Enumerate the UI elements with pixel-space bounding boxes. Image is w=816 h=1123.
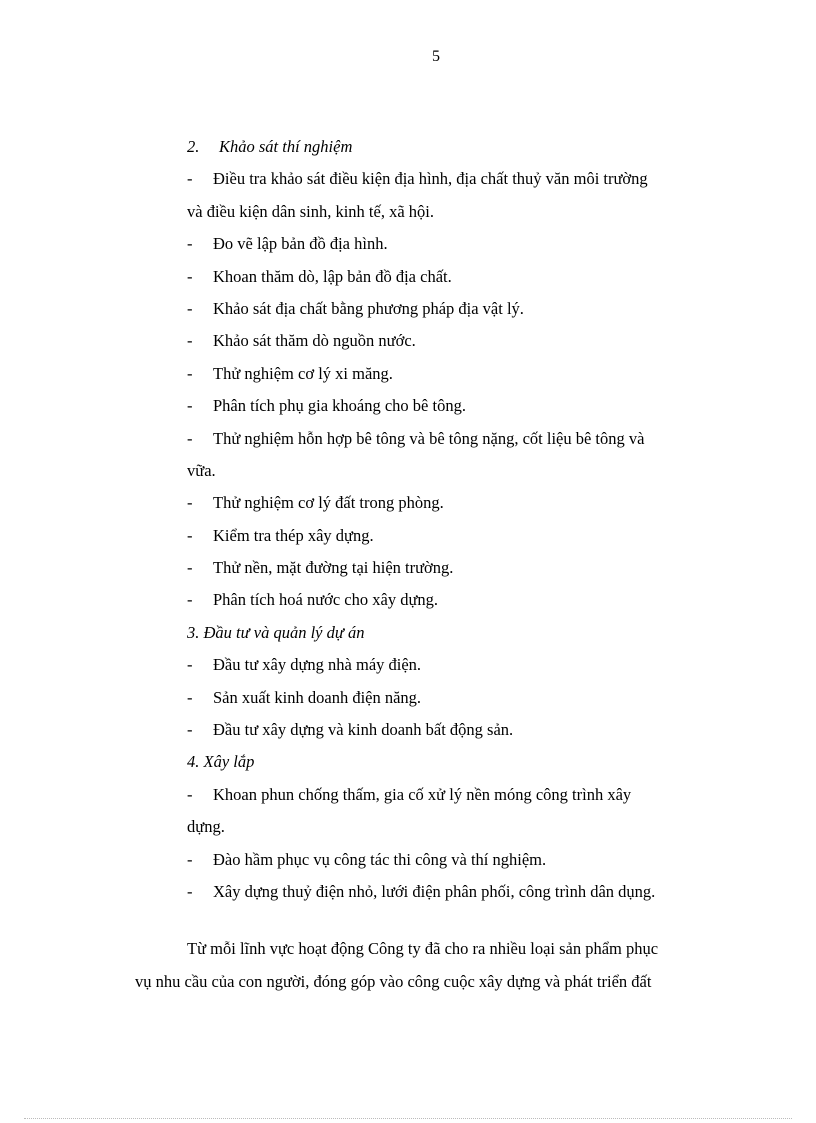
bullet: - <box>187 525 193 545</box>
list-item <box>187 876 727 908</box>
list-item-continuation <box>187 811 727 843</box>
section-2-title: Khảo sát thí nghiệm <box>219 137 353 156</box>
section-3-heading: 3. Đầu tư và quản lý dự án <box>187 622 365 642</box>
list-item-text: Xây dựng thuỷ điện nhỏ, lưới điện phân phối, công trình dân dụng. <box>213 881 656 901</box>
bullet: - <box>187 720 193 740</box>
bullet: - <box>187 396 193 416</box>
list-item <box>187 520 727 552</box>
list-item <box>187 293 727 325</box>
list-item <box>187 163 727 195</box>
list-item-text: Khoan thăm dò, lập bản đồ địa chất. <box>213 266 452 286</box>
list-item-text: Đào hầm phục vụ công tác thi công và thí nghiệm. <box>213 849 547 869</box>
bullet: - <box>187 363 193 383</box>
list-item-text: Thử nghiệm cơ lý đất trong phòng. <box>213 493 444 513</box>
list-item-text: Sản xuất kinh doanh điện năng. <box>213 687 422 707</box>
list-item-text: Thử nghiệm cơ lý xi măng. <box>213 363 393 383</box>
list-item-text: Phân tích phụ gia khoáng cho bê tông. <box>213 396 466 416</box>
bullet: - <box>187 428 193 448</box>
bullet: - <box>187 266 193 286</box>
list-item-text: vữa. <box>187 460 216 480</box>
page-bottom-rule <box>24 1118 792 1119</box>
list-item <box>187 358 727 390</box>
list-item <box>187 261 727 293</box>
list-item <box>187 228 727 260</box>
list-item <box>187 682 727 714</box>
bullet: - <box>187 558 193 578</box>
bullet: - <box>187 655 193 675</box>
bullet: - <box>187 881 193 901</box>
list-item-text: Khoan phun chống thấm, gia cố xử lý nền móng công trình xây <box>213 784 632 804</box>
list-item <box>187 423 727 455</box>
list-item-text: Điều tra khảo sát điều kiện địa hình, địa chất thuỷ văn môi trường <box>213 169 648 189</box>
bullet: - <box>187 849 193 869</box>
list-item-text: và điều kiện dân sinh, kinh tế, xã hội. <box>187 201 434 221</box>
list-item-text: dựng. <box>187 817 225 837</box>
section-4-heading: 4. Xây lắp <box>187 752 255 772</box>
list-item-text: Thử nền, mặt đường tại hiện trường. <box>213 558 454 578</box>
list-item-text: Đầu tư xây dựng và kinh doanh bất động sản. <box>213 720 514 740</box>
section-2-number: 2. <box>187 137 200 156</box>
list-item-text: Đo vẽ lập bản đồ địa hình. <box>213 234 388 254</box>
list-item <box>187 779 727 811</box>
list-item <box>187 325 727 357</box>
bullet: - <box>187 687 193 707</box>
list-item <box>187 714 727 746</box>
page-number: 5 <box>432 48 440 65</box>
list-item <box>187 390 727 422</box>
list-item <box>187 844 727 876</box>
document-body <box>187 131 727 908</box>
bullet: - <box>187 493 193 513</box>
list-item <box>187 584 727 616</box>
list-item <box>187 487 727 519</box>
paragraph-line: vụ nhu cầu của con người, đóng góp vào công cuộc xây dựng và phát triển đất <box>135 972 652 991</box>
list-item-text: Đầu tư xây dựng nhà máy điện. <box>213 655 422 675</box>
list-item-continuation <box>187 196 727 228</box>
list-item-text: Phân tích hoá nước cho xây dựng. <box>213 590 439 610</box>
list-item-text: Kiểm tra thép xây dựng. <box>213 525 374 545</box>
list-item <box>187 649 727 681</box>
list-item-text: Thử nghiệm hỗn hợp bê tông và bê tông nặng, cốt liệu bê tông và <box>213 428 645 448</box>
list-item <box>187 552 727 584</box>
paragraph-line: Từ mỗi lĩnh vực hoạt động Công ty đã cho ra nhiều loại sản phẩm phục <box>187 939 659 958</box>
bullet: - <box>187 234 193 254</box>
bullet: - <box>187 169 193 189</box>
list-item-continuation <box>187 455 727 487</box>
bullet: - <box>187 590 193 610</box>
bullet: - <box>187 298 193 318</box>
bullet: - <box>187 331 193 351</box>
bullet: - <box>187 784 193 804</box>
list-item-text: Khảo sát thăm dò nguồn nước. <box>213 331 416 351</box>
section-2-heading <box>187 131 727 163</box>
list-item-text: Khảo sát địa chất bằng phương pháp địa vật lý. <box>213 298 524 318</box>
